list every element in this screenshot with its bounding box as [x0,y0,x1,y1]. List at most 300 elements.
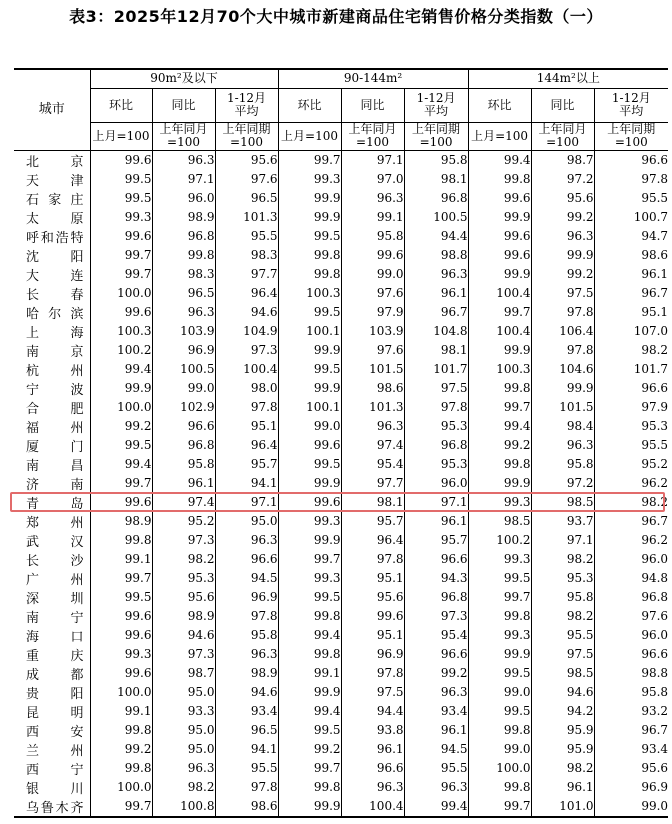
index-value: 99.7 [90,474,152,493]
index-value: 95.8 [404,150,468,170]
index-value: 96.5 [152,284,215,303]
index-value: 98.3 [215,246,278,265]
index-value: 96.3 [531,436,594,455]
index-value: 103.9 [152,322,215,341]
index-value: 99.7 [278,759,341,778]
index-value: 97.1 [404,493,468,512]
index-value: 100.1 [278,322,341,341]
table-row [14,588,668,607]
index-value: 95.8 [531,455,594,474]
index-value: 96.1 [594,265,668,284]
city-header: 城市 [14,69,90,150]
index-value: 99.9 [278,531,341,550]
index-value: 97.6 [594,607,668,626]
index-value: 96.3 [215,531,278,550]
index-value: 95.2 [152,512,215,531]
city-name: 北京 [26,154,84,170]
index-value: 99.0 [152,379,215,398]
index-value: 101.7 [594,360,668,379]
index-value: 97.5 [341,683,404,702]
index-value: 96.5 [215,721,278,740]
index-value: 97.9 [341,303,404,322]
index-value: 96.3 [531,227,594,246]
index-value: 96.0 [152,189,215,208]
table-row [14,474,668,493]
table-row [14,626,668,645]
index-value: 95.6 [215,150,278,170]
index-value: 95.7 [215,455,278,474]
index-value: 96.8 [404,189,468,208]
base-header: 上年同月=100 [152,122,215,150]
table-row [14,759,668,778]
index-value: 94.7 [594,227,668,246]
index-value: 98.5 [531,664,594,683]
index-value: 99.7 [468,303,531,322]
metric-header: 同比 [152,88,215,122]
metric-header: 同比 [341,88,404,122]
index-value: 99.9 [468,265,531,284]
index-value: 97.3 [404,607,468,626]
index-value: 99.8 [468,170,531,189]
index-value: 93.4 [404,702,468,721]
metric-header: 1-12月平均 [404,88,468,122]
index-value: 98.9 [152,208,215,227]
index-value: 99.4 [278,702,341,721]
index-value: 99.5 [468,702,531,721]
metric-header: 环比 [468,88,531,122]
index-value: 99.5 [278,303,341,322]
index-value: 95.1 [341,569,404,588]
base-header: 上年同期=100 [215,122,278,150]
index-value: 95.3 [404,455,468,474]
index-value: 96.8 [152,436,215,455]
index-value: 96.3 [152,303,215,322]
base-header: 上年同期=100 [404,122,468,150]
index-value: 100.3 [90,322,152,341]
table-row [14,150,668,170]
index-value: 97.4 [341,436,404,455]
city-name: 长沙 [26,553,84,569]
index-value: 101.0 [531,797,594,817]
index-value: 95.5 [594,436,668,455]
index-value: 97.8 [215,398,278,417]
index-value: 97.1 [215,493,278,512]
index-value: 95.5 [531,626,594,645]
index-value: 94.6 [215,683,278,702]
index-value: 99.9 [90,379,152,398]
index-value: 97.8 [531,303,594,322]
city-name: 哈尔滨 [26,306,84,322]
city-name: 南宁 [26,610,84,626]
index-value: 99.7 [90,569,152,588]
city-name: 沈阳 [26,249,84,265]
index-value: 99.8 [468,607,531,626]
index-value: 99.0 [468,683,531,702]
index-value: 95.0 [215,512,278,531]
index-value: 96.0 [594,626,668,645]
index-value: 97.7 [341,474,404,493]
index-value: 99.2 [531,208,594,227]
index-value: 96.6 [152,417,215,436]
index-value: 99.2 [278,740,341,759]
index-value: 95.3 [404,417,468,436]
index-value: 99.6 [341,246,404,265]
index-value: 96.2 [594,474,668,493]
index-value: 97.6 [215,170,278,189]
table-row [14,360,668,379]
index-value: 98.6 [594,246,668,265]
index-value: 104.8 [404,322,468,341]
index-value: 96.7 [594,512,668,531]
index-value: 99.6 [341,607,404,626]
index-value: 99.6 [468,246,531,265]
index-value: 94.6 [215,303,278,322]
table-row [14,417,668,436]
index-value: 99.9 [468,474,531,493]
city-name: 济南 [26,477,84,493]
index-value: 95.5 [215,759,278,778]
index-value: 97.7 [215,265,278,284]
index-value: 96.6 [215,550,278,569]
city-name: 青岛 [26,496,84,512]
table-row [14,284,668,303]
index-value: 99.9 [278,474,341,493]
index-value: 95.7 [341,512,404,531]
index-value: 93.3 [152,702,215,721]
table-row [14,512,668,531]
index-value: 96.0 [594,550,668,569]
index-value: 96.4 [341,531,404,550]
table-row [14,797,668,817]
index-value: 97.8 [215,778,278,797]
index-value: 99.9 [278,189,341,208]
base-header: 上年同期=100 [594,122,668,150]
table-row [14,398,668,417]
index-value: 99.6 [468,189,531,208]
index-value: 99.4 [404,797,468,817]
index-value: 96.8 [404,436,468,455]
index-value: 94.8 [594,569,668,588]
group-header-small: 90m²及以下 [90,69,278,88]
index-value: 97.8 [594,170,668,189]
index-value: 99.0 [341,265,404,284]
index-value: 99.6 [468,227,531,246]
index-value: 99.6 [90,303,152,322]
city-name: 深圳 [26,591,84,607]
index-value: 100.2 [468,531,531,550]
index-value: 98.1 [404,170,468,189]
index-value: 99.9 [278,208,341,227]
index-value: 95.8 [594,683,668,702]
table-row [14,721,668,740]
index-value: 98.8 [594,664,668,683]
base-header: 上年同月=100 [531,122,594,150]
city-name: 杭州 [26,363,84,379]
index-value: 99.7 [278,150,341,170]
city-name: 重庆 [26,648,84,664]
index-value: 96.3 [404,778,468,797]
index-value: 96.1 [404,284,468,303]
city-name: 郑州 [26,515,84,531]
index-value: 99.9 [278,341,341,360]
index-value: 96.3 [341,417,404,436]
index-value: 104.6 [531,360,594,379]
city-name: 合肥 [26,401,84,417]
index-value: 99.9 [278,797,341,817]
index-value: 99.1 [278,664,341,683]
index-value: 96.7 [594,721,668,740]
index-value: 99.3 [278,512,341,531]
table-row [14,569,668,588]
index-value: 94.5 [404,740,468,759]
index-value: 98.2 [531,759,594,778]
table-row [14,303,668,322]
table-row [14,683,668,702]
index-value: 95.9 [531,721,594,740]
index-value: 97.3 [152,645,215,664]
index-value: 93.7 [531,512,594,531]
index-value: 97.5 [531,645,594,664]
index-value: 95.1 [341,626,404,645]
base-header: 上月=100 [278,122,341,150]
index-value: 100.0 [90,683,152,702]
index-value: 93.8 [341,721,404,740]
index-value: 99.8 [278,607,341,626]
index-value: 99.8 [90,759,152,778]
index-value: 107.0 [594,322,668,341]
index-value: 96.3 [341,189,404,208]
index-value: 98.3 [152,265,215,284]
index-value: 99.6 [278,436,341,455]
index-value: 98.0 [215,379,278,398]
base-header: 上月=100 [468,122,531,150]
index-value: 99.6 [90,150,152,170]
index-value: 99.3 [90,645,152,664]
table-row [14,550,668,569]
table-row [14,740,668,759]
index-value: 99.5 [278,588,341,607]
city-name: 银川 [26,781,84,797]
index-value: 99.5 [90,170,152,189]
index-value: 99.2 [404,664,468,683]
index-value: 98.2 [594,493,668,512]
index-value: 96.6 [594,645,668,664]
city-name: 贵阳 [26,686,84,702]
base-header: 上年同月=100 [341,122,404,150]
index-value: 99.6 [90,626,152,645]
index-value: 99.4 [468,150,531,170]
index-value: 99.4 [90,360,152,379]
city-name: 大连 [26,268,84,284]
index-value: 99.7 [90,246,152,265]
index-value: 95.5 [404,759,468,778]
table-row [14,778,668,797]
index-value: 93.2 [594,702,668,721]
index-value: 96.1 [531,778,594,797]
index-value: 97.5 [404,379,468,398]
group-header-medium: 90-144m² [278,69,468,88]
city-name: 宁波 [26,382,84,398]
index-value: 94.3 [404,569,468,588]
index-value: 95.9 [531,740,594,759]
index-value: 97.3 [152,531,215,550]
index-value: 99.5 [468,569,531,588]
index-value: 97.8 [341,664,404,683]
index-value: 99.9 [531,246,594,265]
index-value: 94.6 [531,683,594,702]
index-value: 97.8 [341,550,404,569]
index-value: 96.9 [152,341,215,360]
index-value: 95.2 [594,455,668,474]
index-value: 95.1 [215,417,278,436]
index-value: 95.6 [594,759,668,778]
index-value: 95.8 [152,455,215,474]
index-value: 100.0 [90,398,152,417]
index-value: 102.9 [152,398,215,417]
index-value: 97.8 [531,341,594,360]
index-value: 99.8 [468,379,531,398]
city-name: 厦门 [26,439,84,455]
index-value: 95.1 [594,303,668,322]
index-value: 96.1 [404,512,468,531]
index-value: 96.3 [215,645,278,664]
index-value: 95.6 [531,189,594,208]
index-value: 96.5 [215,189,278,208]
city-name: 乌鲁木齐 [14,797,90,817]
index-value: 98.9 [90,512,152,531]
index-value: 96.9 [215,588,278,607]
index-value: 100.7 [594,208,668,227]
city-name: 西宁 [26,762,84,778]
city-name: 福州 [26,420,84,436]
index-value: 100.4 [215,360,278,379]
index-value: 101.7 [404,360,468,379]
index-value: 98.2 [531,607,594,626]
index-value: 94.5 [215,569,278,588]
index-value: 99.5 [278,721,341,740]
index-value: 96.1 [152,474,215,493]
index-value: 95.6 [341,588,404,607]
index-value: 96.8 [594,588,668,607]
index-value: 99.3 [468,626,531,645]
index-value: 96.6 [404,550,468,569]
header-row-bases [14,122,668,150]
index-value: 97.1 [341,150,404,170]
index-value: 99.1 [90,702,152,721]
index-value: 97.4 [152,493,215,512]
index-value: 99.8 [152,246,215,265]
index-value: 99.5 [278,455,341,474]
index-value: 99.7 [90,797,152,817]
index-value: 100.4 [468,284,531,303]
index-value: 99.3 [90,208,152,227]
index-value: 95.6 [152,588,215,607]
index-value: 99.5 [468,664,531,683]
index-value: 99.2 [468,436,531,455]
index-value: 96.7 [404,303,468,322]
index-value: 97.2 [531,170,594,189]
table-row [14,436,668,455]
city-name: 西安 [26,724,84,740]
city-name: 海口 [26,629,84,645]
index-value: 100.1 [278,398,341,417]
index-value: 101.3 [341,398,404,417]
index-value: 97.0 [341,170,404,189]
city-name: 太原 [26,211,84,227]
index-value: 106.4 [531,322,594,341]
table-row [14,455,668,474]
index-value: 99.9 [468,341,531,360]
index-value: 98.9 [215,664,278,683]
index-value: 93.4 [215,702,278,721]
index-value: 100.5 [404,208,468,227]
index-value: 99.3 [278,170,341,189]
index-value: 99.5 [90,588,152,607]
index-value: 99.6 [90,607,152,626]
index-value: 99.9 [278,379,341,398]
table-row [14,322,668,341]
city-name: 兰州 [26,743,84,759]
index-value: 96.3 [152,150,215,170]
index-value: 98.1 [341,493,404,512]
index-value: 98.5 [531,493,594,512]
table-row [14,341,668,360]
city-name: 成都 [26,667,84,683]
index-value: 96.3 [152,759,215,778]
index-value: 95.0 [152,683,215,702]
index-value: 100.3 [468,360,531,379]
index-value: 100.2 [90,341,152,360]
index-value: 98.1 [404,341,468,360]
metric-header: 1-12月平均 [215,88,278,122]
highlight-box [10,492,665,512]
index-value: 99.6 [90,227,152,246]
index-value: 95.8 [215,626,278,645]
index-value: 96.0 [404,474,468,493]
index-value: 99.7 [468,588,531,607]
index-value: 99.4 [90,455,152,474]
city-name: 广州 [26,572,84,588]
index-value: 99.5 [278,360,341,379]
index-value: 101.5 [531,398,594,417]
index-value: 97.1 [152,170,215,189]
index-value: 96.1 [341,740,404,759]
index-value: 95.4 [404,626,468,645]
index-value: 100.0 [90,284,152,303]
index-value: 99.9 [278,683,341,702]
index-value: 104.9 [215,322,278,341]
index-value: 99.1 [341,208,404,227]
metric-header: 环比 [278,88,341,122]
city-name: 武汉 [26,534,84,550]
metric-header: 同比 [531,88,594,122]
city-name: 石家庄 [26,192,84,208]
index-value: 98.2 [594,341,668,360]
index-value: 97.8 [215,607,278,626]
index-value: 99.0 [468,740,531,759]
index-value: 95.4 [341,455,404,474]
index-value: 98.7 [531,150,594,170]
index-value: 99.7 [90,265,152,284]
city-name: 昆明 [26,705,84,721]
index-value: 96.3 [404,683,468,702]
index-value: 99.6 [90,664,152,683]
index-value: 98.8 [404,246,468,265]
header-row-metrics [14,88,668,122]
index-value: 99.3 [278,569,341,588]
index-value: 96.2 [594,531,668,550]
index-value: 98.6 [215,797,278,817]
